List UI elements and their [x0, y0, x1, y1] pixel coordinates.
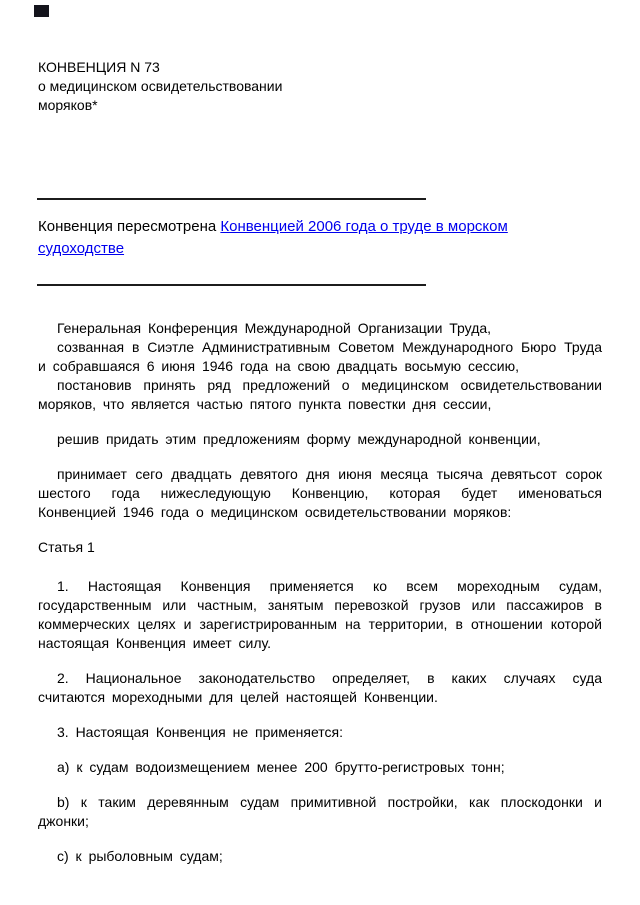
article-paragraph: 3. Настоящая Конвенция не применяется: [57, 724, 344, 740]
article-paragraph: 2. Национальное законодательство определяет, в каких случаях суда считаются мореходными для целей настоящей Конвенции. [38, 670, 602, 705]
corner-artifact-mark [34, 5, 49, 17]
article-paragraph: 1. Настоящая Конвенция применяется ко всем мореходным судам, государственным или частным, занятым перевозкой грузов или пассажиров в коммерческих целях и зарегистрированным на территории, в отношении которой настоящая Конвенция имеет силу. [38, 578, 602, 651]
divider-bottom [37, 284, 426, 286]
preamble-paragraph: Генеральная Конференция Международной Организации Труда, [57, 320, 492, 336]
divider-top [37, 198, 426, 200]
preamble-paragraph: решив придать этим предложениям форму международной конвенции, [57, 431, 541, 447]
title-line-3: моряков* [38, 97, 98, 113]
preamble-section [38, 319, 602, 522]
preamble-paragraph: принимает сего двадцать девятого дня июня месяца тысяча девятьсот сорок шестого года нижеследующую Конвенцию, которая будет именоваться Конвенцией 1946 года о медицинском освидетельствовании моряков: [38, 466, 602, 520]
title-line-1: КОНВЕНЦИЯ N 73 [38, 59, 160, 75]
article-1-heading: Статья 1 [38, 539, 95, 555]
document-title [38, 58, 602, 115]
article-list-item-a: a) к судам водоизмещением менее 200 брутто-регистровых тонн; [57, 759, 505, 775]
revision-notice-prefix: Конвенция пересмотрена [38, 218, 221, 235]
preamble-paragraph: созванная в Сиэтле Административным Советом Международного Бюро Труда и собравшаяся 6 июня 1946 года на свою двадцать восьмую сессию, [38, 339, 602, 374]
article-1-body [38, 577, 602, 866]
preamble-paragraph: постановив принять ряд предложений о медицинском освидетельствовании моряков, что является частью пятого пункта повестки дня сессии, [38, 377, 602, 412]
article-list-item-b: b) к таким деревянным судам примитивной постройки, как плоскодонки и джонки; [38, 794, 602, 829]
title-line-2: о медицинском освидетельствовании [38, 78, 283, 94]
article-list-item-c: c) к рыболовным судам; [57, 848, 223, 864]
revision-notice [38, 216, 553, 260]
revised-convention-link[interactable]: Конвенцией 2006 года о труде в морском судоходстве [38, 218, 508, 257]
